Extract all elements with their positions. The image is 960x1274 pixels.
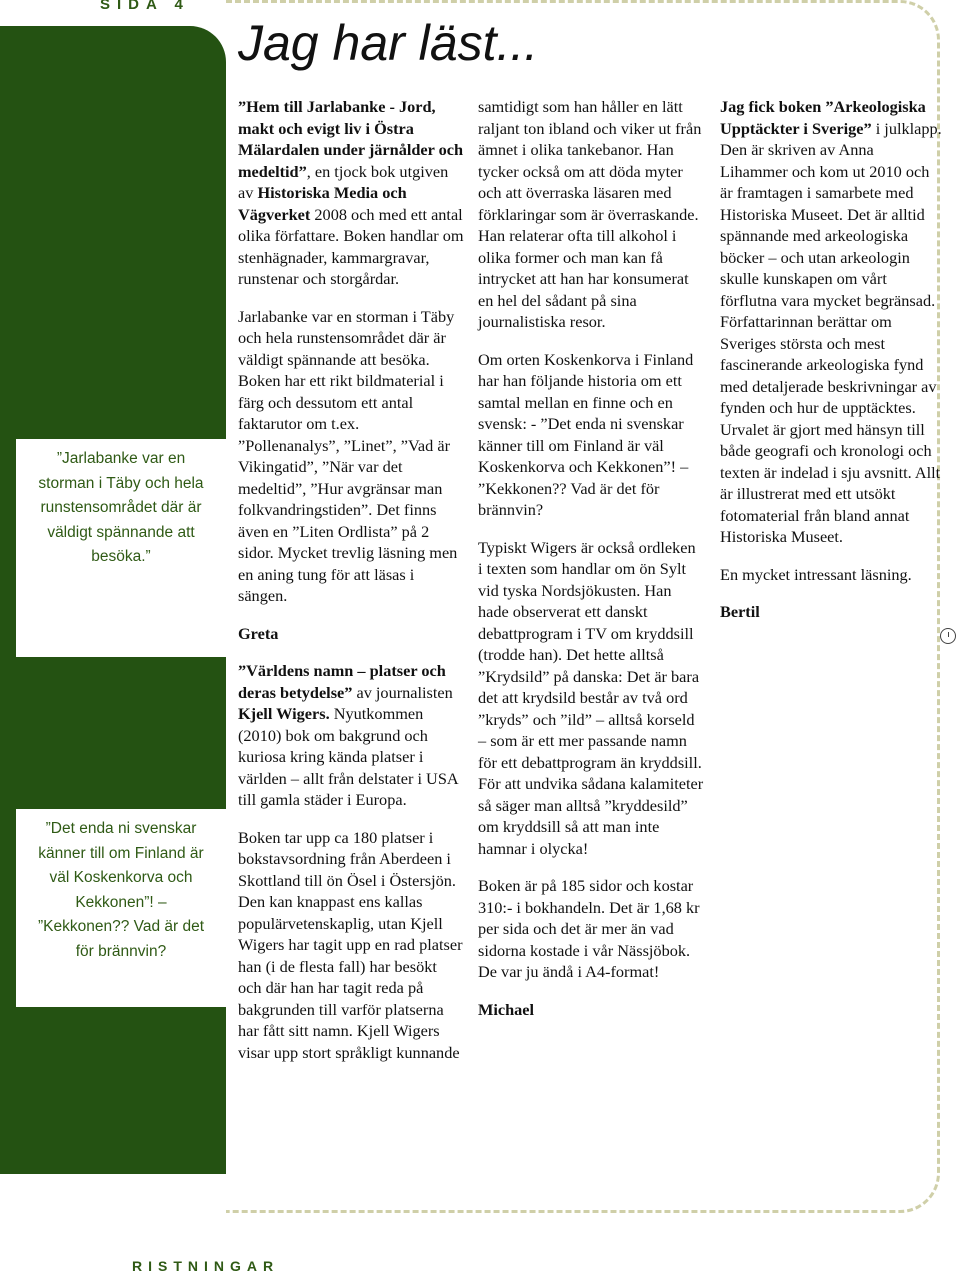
pull-quote-2 [16,809,226,1007]
book-title-varldens-namn: ”Världens namn – platser och deras betydelse” [238,661,446,702]
column-3 [720,96,942,639]
review-2-body-4: Typiskt Wigers är också ordleken i texten som handlar om ön Sylt vid tyska Nordsjökusten. Han hade observerat ett danskt debattprogram i TV om kryddsill (trodde han). Det hette alltså ”Krydsild” på danska: Det är bara det att krydsild består av två ord ”kryds” och ”ild” – alltså korseld – som är ett mer passande namn för ett debattprogram än kryddsill. För att undvika sådana kalamiteter så säger man alltså ”kryddesild” om kryddsill så att man inte hamnar i olycka! [478,537,704,858]
sidebar [0,26,226,1174]
review-3-closing: En mycket intressant läsning. [720,564,912,584]
pull-quote-1-text: ”Jarlabanke var en storman i Täby och hela runstensområdet där är väldigt spännande att besöka.” [38,450,204,565]
book-title-jarlabanke: ”Hem till Jarlabanke - Jord, makt och evigt liv i Östra Mälardalen under järnålder och medeltid” [238,97,464,181]
column-2 [478,96,704,1036]
clock-icon [940,628,956,644]
review-2-body-5: Boken är på 185 sidor och kostar 310:- i bokhandeln. Det är 1,68 kr per sida och det är mer än vad sidorna kostade i vår Nässjöbok. De var ju ändå i A4-format! [478,876,700,981]
author-name: Kjell Wigers. [238,704,330,723]
review-1-signature: Greta [238,623,279,643]
pull-quote-1 [16,439,226,657]
pull-quote-2-text: ”Det enda ni svenskar känner till om Finland är väl Koskenkorva och Kekkonen”! – ”Kekkonen?? Vad är det för brännvin? [37,820,205,960]
review-3-signature: Bertil [720,602,760,621]
review-2-body-2: samtidigt som han håller en lätt raljant ton ibland och viker ut från ämnet i olika tankebanor. Han tycker också om att döda myter och att överraska läsaren med förklaringar som är överraskande. Han relaterar ofta till alkohol i olika former och man kan få intrycket att han har konsumerat en hel del sådant på sina journalistiska resor. [478,97,702,331]
review-1-intro: ”Hem till Jarlabanke - Jord, makt och evigt liv i Östra Mälardalen under järnålder och medeltid”, en tjock bok utgiven av Historiska Media och Vägverket 2008 och med ett antal olika författare. Boken handlar om stenhägnader, kammargravar, runstenar och storgårdar. [238,97,464,288]
column-1 [238,96,464,1079]
review-3-body: Jag fick boken ”Arkeologiska Upptäckter i Sverige” i julklapp. Den är skriven av Anna Lihammer och kom ut 2010 och är framtagen i samarbete med Historiska Museet. Det är alltid spännande med arkeologiska böcker – och utan arkeologin skulle kunskapen om vårt förflutna vara mycket begränsad. Författarinnan berättar om Sveriges största och mest fascinerande arkeologiska fynd med detaljerade beskrivningar av fynden och hur de upptäcktes. Urvalet är gjort med hänsyn till både geografi och kronologi och texten är indelad i sju avsnitt. Allt är illustrerat med ett utsökt fotomaterial från bland annat Historiska Museet. [720,97,942,546]
review-2-signature: Michael [478,999,535,1019]
review-2-body-3: Om orten Koskenkorva i Finland har han följande historia om ett samtal mellan en finne och en svensk: - ”Det enda ni svenskar känner till om Finland är väl Koskenkorva och Kekkonen”! – ”Kekkonen?? Vad är det för brännvin? [478,349,694,519]
page-label: SIDA 4 [100,0,190,13]
book-title-arkeologiska: Jag fick boken ”Arkeologiska Upptäckter i Sverige” [720,97,926,138]
review-2-intro: ”Världens namn – platser och deras betydelse” av journalisten Kjell Wigers. Nyutkommen (2010) bok om bakgrund och kuriosa kring kända platser i världen – allt från delstater i USA till gamla städer i Europa. [238,661,458,809]
publisher: Historiska Media och Vägverket [238,183,407,224]
page-title: Jag har läst... [238,15,539,71]
review-1-body: Jarlabanke var en storman i Täby och hela runstensområdet där är väldigt spännande att besöka. Boken har ett rikt bildmaterial i färg och dessutom ett antal faktarutor om t.ex. ”Pollenanalys”, ”Linet”, ”Vad är Vikingatid”, ”När var det medeltid”, ”Hur avgränsar man folkvandringstiden”. Det finns även en ”Liten Ordlista” på 2 sidor. Mycket trevlig läsning men en aning tung för att läsas i sängen. [238,306,458,605]
footer-label: RISTNINGAR [132,1258,280,1274]
review-2-body-1: Boken tar upp ca 180 platser i bokstavsordning från Aberdeen i Skottland till ön Ösel i Östersjön. Den kan knappast ens kallas populärvetenskaplig, utan Kjell Wigers har tagit upp en rad platser han (i de flesta fall) har besökt och där han har tagit reda på bakgrunden till varför platserna har fått sitt namn. Kjell Wigers visar upp stort språkligt kunnande [238,827,463,1062]
